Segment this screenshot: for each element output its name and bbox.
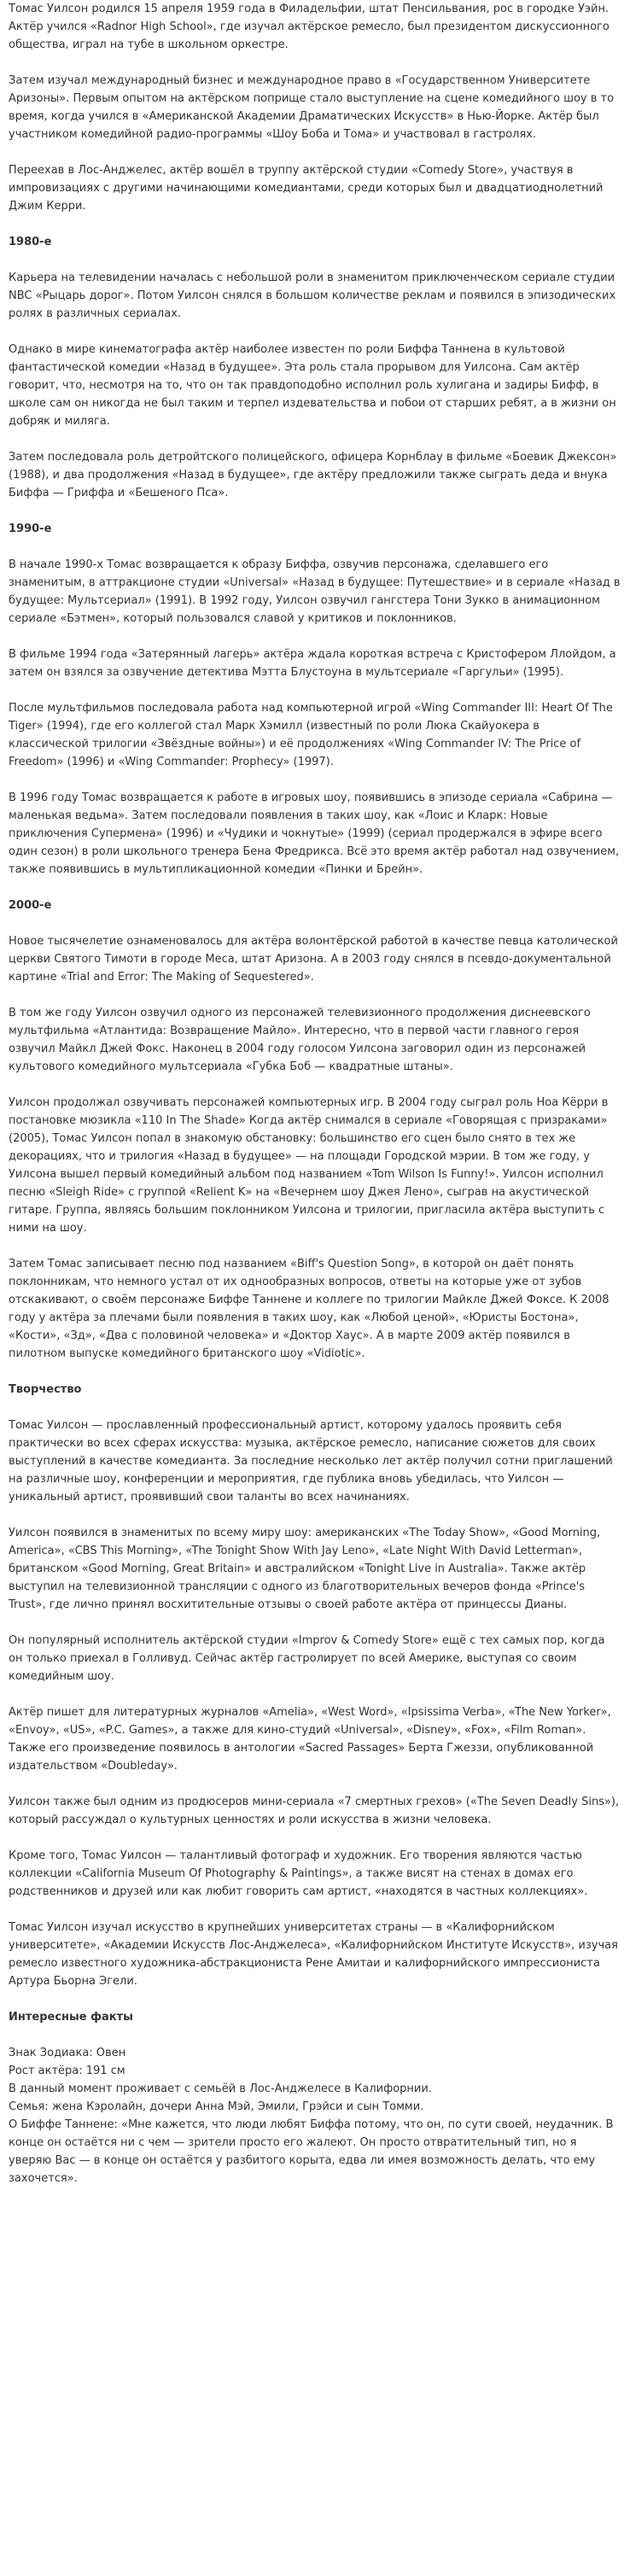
article-paragraph: Затем последовала роль детройтского полицейского, офицера Корнблау в фильме «Боевик Джексон» (1988), и два продолжения «Назад в будущее», где актёру предложили также сыграть деда и внука Биффа — Гриффа и «Бешеного Пса». [9, 451, 617, 499]
article-paragraph: Уилсон также был одним из продюсеров мини-сериала «7 смертных грехов» («The Seven Deadly Sins»), который рассуждал о культурных ценностях и роли искусства в жизни человека. [9, 1796, 620, 1826]
fact-item: Знак Зодиака: Овен [9, 2047, 126, 2059]
article-paragraph: Актёр пишет для литературных журналов «Amelia», «West Word», «Ipsissima Verba», «The New Yorker», «Envoy», «US», «P.C. Games», а также для кино-студий «Universal», «Disney», «Fox», «Film Roman». Также его произведение появилось в антологии «Sacred Passages» Берта Гжеззи, опубликованной издательством «Doubleday». [9, 1706, 611, 1773]
article-paragraph: Карьера на телевидении началась с небольшой роли в знаменитом приключенческом сериале студии NBC «Рыцарь дорог». Потом Уилсон снялся в большом количестве реклам и появился в эпизодических ролях в различных сериалах. [9, 272, 616, 320]
article-paragraph: В том же году Уилсон озвучил одного из персонажей телевизионного продолжения диснеевского мультфильма «Атлантида: Возвращение Майло». Интересно, что в первой части главного героя озвучил Майкл Джей Фокс. Наконец в 2004 году голосом Уилсона заговорил один из персонажей культового комедийного мультсериала «Губка Боб — квадратные штаны». [9, 1007, 591, 1073]
article-paragraph: Кроме того, Томас Уилсон — талантливый фотограф и художник. Его творения являются частью коллекции «California Museum Of Photography & Paintings», а также висят на стенах в домах его родственников и друзей или как любит говорить сам артист, «находятся в частных коллекциях». [9, 1849, 588, 1898]
article-paragraph: Однако в мире кинематографа актёр наиболее известен по роли Биффа Таннена в культовой фантастической комедии «Назад в будущее». Эта роль стала прорывом для Уилсона. Сам актёр говорит, что, несмотря на то, что он так правдоподобно исполнил роль хулигана и задиры Бифф, в школе сам он никогда не был таким и терпел издевательства и побои от старших ребят, а в жизни он добряк и миляга. [9, 343, 616, 428]
facts-list [9, 2044, 621, 2188]
article-paragraph: Уилсон появился в знаменитых по всему миру шоу: американских «The Today Show», «Good Morning, America», «CBS This Morning», «The Tonight Show With Jay Leno», «Late Night With David Letterman», британском «Good Morning, Great Britain» и австралийском «Tonight Live in Australia». Также актёр выступил на телевизионной трансляции с одного из благотворительных вечеров фонда «Prince's Trust», где лично принял восхитительные отзывы о своей работе актёра от принцессы Дианы. [9, 1527, 601, 1611]
article-paragraph: Он популярный исполнитель актёрской студии «Improv & Comedy Store» ещё с тех самых пор, когда он только приехал в Голливуд. Сейчас актёр гастролирует по всей Америке, выступая со своим комедийным шоу. [9, 1634, 605, 1683]
section-heading: 1990-е [9, 523, 52, 535]
fact-item: В данный момент проживает с семьёй в Лос-Анджелесе в Калифорнии. [9, 2082, 432, 2095]
fact-item: Семья: жена Кэролайн, дочери Анна Мэй, Эмили, Грэйси и сын Томми. [9, 2100, 424, 2113]
article-paragraph: Затем изучал международный бизнес и международное право в «Государственном Университете Аризоны». Первым опытом на актёрском поприще стало выступление на сцене комедийного шоу в то время, когда учился в «Американской Академии Драматических Искусств» в Нью-Йорке. Актёр был участником комедийной радио-программы «Шоу Боба и Тома» и участвовал в гастролях. [9, 74, 615, 141]
section-heading: Интересные факты [9, 2011, 133, 2024]
section-heading: Творчество [9, 1383, 82, 1396]
article-paragraph: После мультфильмов последовала работа над компьютерной игрой «Wing Commander III: Heart Of The Tiger» (1994), где его коллегой стал Марк Хэмилл (известный по роли Люка Скайуокера в классической трилогии «Звёздные войны») и её продолжениях «Wing Commander IV: The Price of Freedom» (1996) и «Wing Commander: Prophecy» (1997). [9, 702, 613, 768]
article-paragraph: Затем Томас записывает песню под названием «Biff's Question Song», в которой он даёт понять поклонникам, что немного устал от их однообразных вопросов, ответы на которые уже от зубов отскакивают, о своём персонаже Биффе Таннене и коллеге по трилогии Майкле Джей Фоксе. К 2008 году у актёра за плечами были появления в таких шоу, как «Любой ценой», «Юристы Бостона», «Кости», «Зд», «Два с половиной человека» и «Доктор Хаус». А в марте 2009 актёр появился в пилотном выпуске комедийного британского шоу «Vidiotic». [9, 1258, 610, 1360]
article-paragraph: Переехав в Лос-Анджелес, актёр вошёл в труппу актёрской студии «Comedy Store», участвуя в импровизациях с другими начинающими комедиантами, среди которых был и двадцатиоднолетний Джим Керри. [9, 164, 604, 213]
section-heading: 2000-е [9, 899, 52, 912]
article-paragraph: В начале 1990-х Томас возвращается к образу Биффа, озвучив персонажа, сделавшего его знаменитым, в аттракционе студии «Universal» «Назад в будущее: Путешествие» и в сериале «Назад в будущее: Мультсериал» (1991). В 1992 году, Уилсон озвучил гангстера Тони Зукко в анимационном сериале «Бэтмен», который пользовался славой у критиков и поклонников. [9, 558, 621, 625]
article-paragraph: Томас Уилсон изучал искусство в крупнейших университетах страны — в «Калифорнийском университете», «Академии Искусств Лос-Анджелеса», «Калифорнийском Институте Искусств», изучая ремесло известного художника-абстракциониста Рене Амитаи и калифорнийского импрессиониста Артура Бьорна Эгели. [9, 1921, 618, 1988]
fact-item: Рост актёра: 191 см [9, 2065, 125, 2077]
article-paragraph: Томас Уилсон родился 15 апреля 1959 года в Филадельфии, штат Пенсильвания, рос в городке Уэйн. Актёр учился «Radnor High School», где изучал актёрское ремесло, был президентом дискуссионного общества, играл на тубе в школьном оркестре. [9, 3, 610, 51]
article-paragraph: Томас Уилсон — прославленный профессиональный артист, которому удалось проявить себя практически во всех сферах искусства: музыка, актёрское ремесло, написание сюжетов для своих выступлений в качестве комедианта. За последние несколько лет актёр получил сотни приглашений на различные шоу, конференции и мероприятия, где публика вновь убедилась, что Уилсон — уникальный артист, проявивший свои таланты во всех начинаниях. [9, 1419, 613, 1504]
section-heading: 1980-е [9, 236, 52, 248]
article-paragraph: Уилсон продолжал озвучивать персонажей компьютерных игр. В 2004 году сыграл роль Ноа Кёрри в постановке мюзикла «110 In The Shade» Когда актёр снимался в сериале «Говорящая с призраками» (2005), Томас Уилсон попал в знакомую обстановку: большинство его сцен было снято в тех же декорациях, что и трилогия «Назад в будущее» — на площади Городской мэрии. В том же году, у Уилсона вышел первый комедийный альбом под названием «Tom Wilson Is Funny!». Уилсон исполнил песню «Sleigh Ride» с группой «Relient K» на «Вечернем шоу Джея Лено», сыграв на акустической гитаре. Группа, являясь большим поклонником Уилсона и трилогии, пригласила актёра выступить с ними на шоу. [9, 1096, 609, 1235]
article-paragraph: Новое тысячелетие ознаменовалось для актёра волонтёрской работой в качестве певца католической церкви Святого Тимоти в городе Меса, штат Аризона. А в 2003 году снялся в псевдо-документальной картине «Trial and Error: The Making of Sequestered». [9, 935, 618, 984]
article-paragraph: В 1996 году Томас возвращается к работе в игровых шоу, появившись в эпизоде сериала «Сабрина — маленькая ведьма». Затем последовали появления в таких шоу, как «Лоис и Кларк: Новые приключения Супермена» (1996) и «Чудики и чокнутые» (1999) (сериал продержался в эфире всего один сезон) в роли школьного тренера Бена Фредрикса. Всё это время актёр работал над озвучением, также появившись в мультипликационной комедии «Пинки и Брейн». [9, 791, 620, 876]
fact-item: О Биффе Таннене: «Мне кажется, что люди любят Биффа потому, что он, по сути своей, неудачник. В конце он остаётся ни с чем — зрители просто его жалеют. Он просто отвратительный тип, но я уверяю Вас — в конце он остаётся у разбитого корыта, едва ли имея возможность делать, что ему захочется». [9, 2118, 614, 2185]
article-paragraph: В фильме 1994 года «Затерянный лагерь» актёра ждала короткая встреча с Кристофером Ллойдом, а затем он взялся за озвучение детектива Мэтта Блустоуна в мультсериале «Гаргульи» (1995). [9, 648, 616, 679]
